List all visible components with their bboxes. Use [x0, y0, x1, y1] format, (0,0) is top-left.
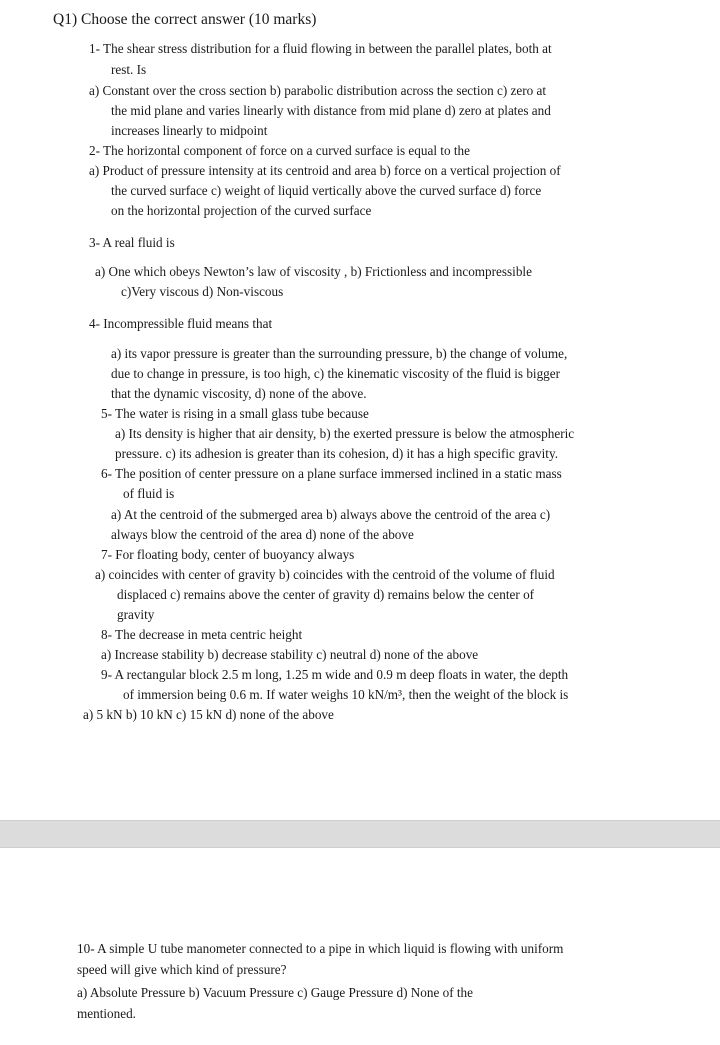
q5-line-1: 5- The water is rising in a small glass tube because [101, 406, 369, 421]
q1-line-1: 1- The shear stress distribution for a fluid flowing in between the parallel plates, both at [89, 41, 552, 56]
q1-options-line-2: the mid plane and varies linearly with distance from mid plane d) zero at plates and [111, 103, 551, 118]
q7-options-line-1: a) coincides with center of gravity b) coincides with the centroid of the volume of fluid [95, 567, 555, 582]
q3-line-1: 3- A real fluid is [89, 235, 175, 250]
q4-options-line-1: a) its vapor pressure is greater than the surrounding pressure, b) the change of volume, [111, 346, 568, 361]
q10-line-2: speed will give which kind of pressure? [77, 962, 287, 977]
q7-options-line-3: gravity [117, 607, 155, 622]
q5-options-line-1: a) Its density is higher that air density, b) the exerted pressure is below the atmospheric [115, 426, 575, 441]
q4-options-line-2: due to change in pressure, is too high, c) the kinematic viscosity of the fluid is bigger [111, 366, 561, 381]
q9-line-1: 9- A rectangular block 2.5 m long, 1.25 m wide and 0.9 m deep floats in water, the depth [101, 667, 569, 682]
q6-options-line-1: a) At the centroid of the submerged area b) always above the centroid of the area c) [111, 507, 551, 522]
q1-line-2: rest. Is [111, 62, 147, 77]
q1-options-line-3: increases linearly to midpoint [111, 123, 268, 138]
q7-line-1: 7- For floating body, center of buoyancy always [101, 547, 355, 562]
page-bottom [0, 848, 720, 1045]
q6-line-1: 6- The position of center pressure on a plane surface immersed inclined in a static mass [101, 466, 562, 481]
q6-options-line-2: always blow the centroid of the area d) none of the above [111, 527, 414, 542]
q10-options-line-2: mentioned. [77, 1006, 136, 1021]
q10-line-1: 10- A simple U tube manometer connected to a pipe in which liquid is flowing with uniform [77, 941, 564, 956]
q9-options-line-1: a) 5 kN b) 10 kN c) 15 kN d) none of the above [83, 707, 334, 722]
q4-options-line-3: that the dynamic viscosity, d) none of the above. [111, 386, 367, 401]
q5-options-line-2: pressure. c) its adhesion is greater than its cohesion, d) it has a high specific gravity. [115, 446, 558, 461]
q2-options-line-2: the curved surface c) weight of liquid vertically above the curved surface d) force [111, 183, 542, 198]
page-divider [0, 820, 720, 848]
q7-options-line-2: displaced c) remains above the center of gravity d) remains below the center of [117, 587, 535, 602]
q8-line-1: 8- The decrease in meta centric height [101, 627, 303, 642]
q2-options-line-1: a) Product of pressure intensity at its centroid and area b) force on a vertical projection of [89, 163, 561, 178]
q8-options-line-1: a) Increase stability b) decrease stability c) neutral d) none of the above [101, 647, 479, 662]
q10-options-line-1: a) Absolute Pressure b) Vacuum Pressure c) Gauge Pressure d) None of the [77, 985, 474, 1000]
q3-options-line-2: c)Very viscous d) Non-viscous [121, 284, 284, 299]
q6-line-2: of fluid is [123, 486, 175, 501]
page-title: Q1) Choose the correct answer (10 marks) [53, 11, 317, 28]
q9-line-2: of immersion being 0.6 m. If water weighs 10 kN/m³, then the weight of the block is [123, 687, 569, 702]
q2-options-line-3: on the horizontal projection of the curved surface [111, 203, 372, 218]
q1-options-line-1: a) Constant over the cross section b) parabolic distribution across the section c) zero at [89, 83, 547, 98]
q2-line-1: 2- The horizontal component of force on a curved surface is equal to the [89, 143, 470, 158]
q3-options-line-1: a) One which obeys Newton’s law of viscosity , b) Frictionless and incompressible [95, 264, 532, 279]
q4-line-1: 4- Incompressible fluid means that [89, 316, 273, 331]
